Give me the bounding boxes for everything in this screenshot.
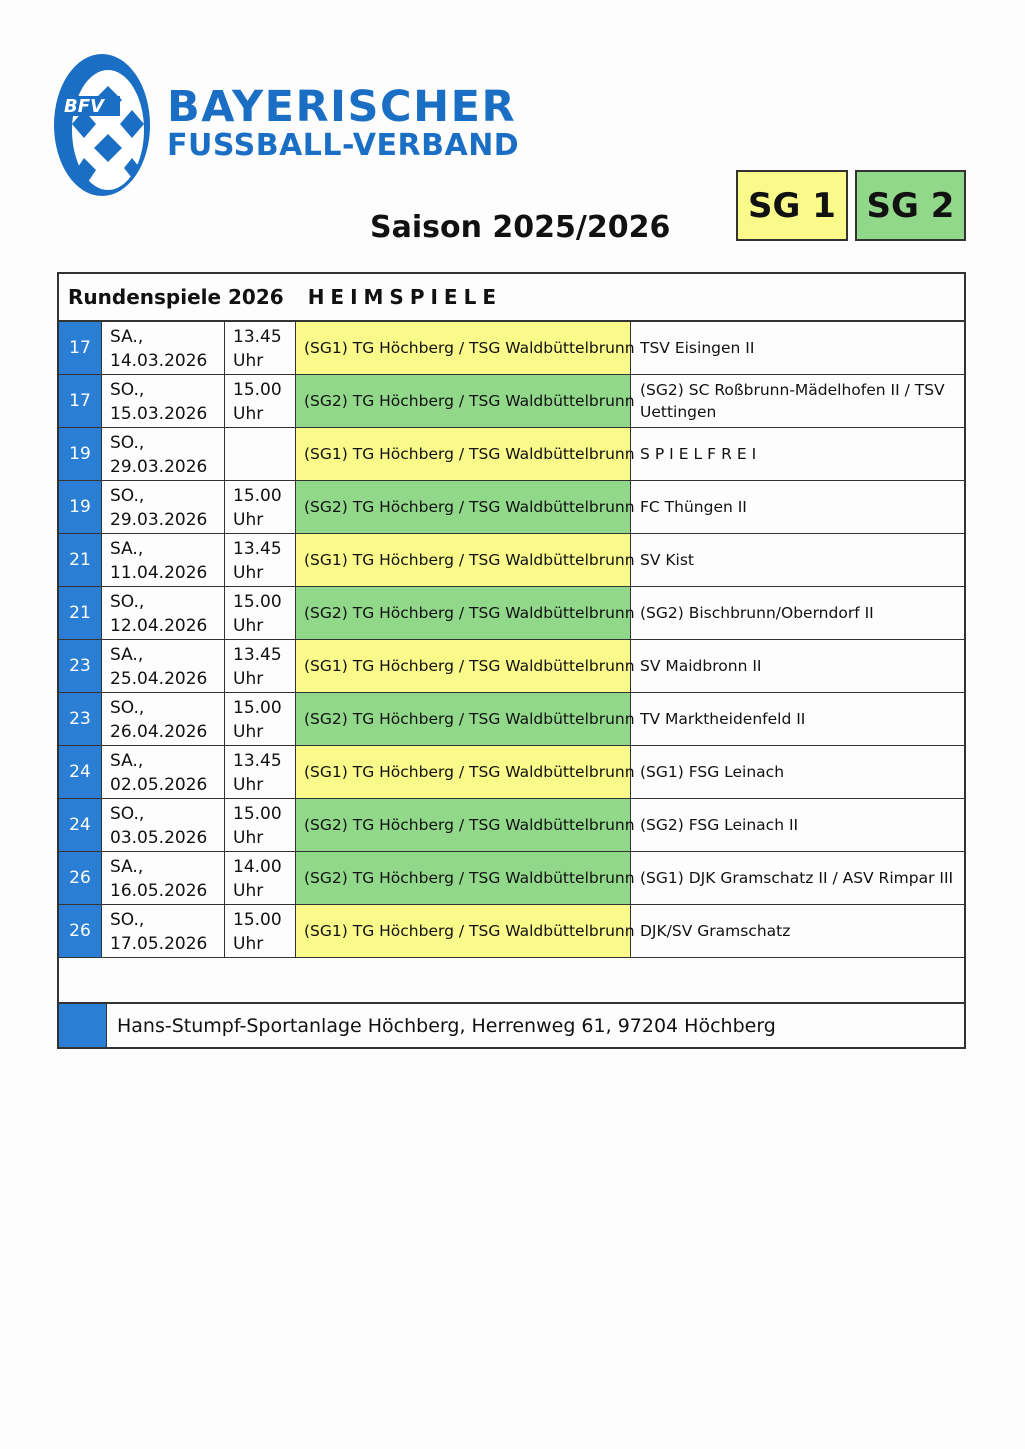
day-label: SA.,	[110, 751, 144, 771]
time-label: 15.00	[233, 486, 282, 506]
round-cell: 23	[59, 693, 102, 745]
time-cell	[225, 746, 296, 798]
home-team-cell: (SG1) TG Höchberg / TSG Waldbüttelbrunn	[296, 746, 631, 798]
away-team-cell: SV Kist	[640, 551, 694, 569]
date-label: 15.03.2026	[110, 404, 208, 424]
day-label: SA.,	[110, 857, 144, 877]
away-team-cell: (SG2) FSG Leinach II	[640, 816, 799, 834]
date-cell	[102, 428, 225, 480]
day-label: SA.,	[110, 539, 144, 559]
day-label: SA.,	[110, 327, 144, 347]
away-team-cell: TV Marktheidenfeld II	[640, 710, 806, 728]
home-team-cell: (SG2) TG Höchberg / TSG Waldbüttelbrunn	[296, 481, 631, 533]
round-cell: 23	[59, 640, 102, 692]
away-team-cell: (SG1) FSG Leinach	[640, 763, 785, 781]
date-cell	[102, 322, 225, 374]
table-row	[59, 799, 964, 852]
time-label: 15.00	[233, 804, 282, 824]
round-cell: 19	[59, 428, 102, 480]
time-cell	[225, 693, 296, 745]
date-cell	[102, 852, 225, 904]
venue-marker	[59, 1004, 107, 1047]
date-label: 29.03.2026	[110, 457, 208, 477]
away-team-cell: (SG2) SC Roßbrunn-Mädelhofen II / TSV Uettingen	[640, 381, 945, 421]
table-row	[59, 852, 964, 905]
time-cell	[225, 428, 296, 480]
date-label: 02.05.2026	[110, 775, 208, 795]
schedule-table	[57, 272, 966, 1049]
day-label: SA.,	[110, 645, 144, 665]
sg2-badge: SG 2	[855, 170, 966, 241]
brand-line-2: FUSSBALL-VERBAND	[167, 128, 520, 163]
round-cell: 24	[59, 746, 102, 798]
round-cell: 24	[59, 799, 102, 851]
home-team-cell: (SG1) TG Höchberg / TSG Waldbüttelbrunn	[296, 905, 631, 957]
home-team-cell: (SG2) TG Höchberg / TSG Waldbüttelbrunn	[296, 587, 631, 639]
table-row	[59, 693, 964, 746]
time-cell	[225, 640, 296, 692]
time-label: 13.45	[233, 645, 282, 665]
date-cell	[102, 799, 225, 851]
time-unit: Uhr	[233, 881, 264, 901]
table-row	[59, 905, 964, 958]
date-label: 17.05.2026	[110, 934, 208, 954]
date-label: 26.04.2026	[110, 722, 208, 742]
time-label: 15.00	[233, 910, 282, 930]
day-label: SO.,	[110, 698, 145, 718]
date-cell	[102, 534, 225, 586]
time-unit: Uhr	[233, 828, 264, 848]
time-unit: Uhr	[233, 510, 264, 530]
table-subtitle: HEIMSPIELE	[307, 285, 503, 309]
away-team-cell: TSV Eisingen II	[640, 339, 755, 357]
table-row	[59, 375, 964, 428]
away-team-cell: (SG1) DJK Gramschatz II / ASV Rimpar III	[640, 869, 954, 887]
time-unit: Uhr	[233, 563, 264, 583]
date-label: 12.04.2026	[110, 616, 208, 636]
day-label: SO.,	[110, 910, 145, 930]
time-cell	[225, 852, 296, 904]
time-cell	[225, 375, 296, 427]
time-cell	[225, 587, 296, 639]
time-label: 15.00	[233, 698, 282, 718]
time-label: 15.00	[233, 380, 282, 400]
time-label: 15.00	[233, 592, 282, 612]
round-cell: 17	[59, 375, 102, 427]
day-label: SO.,	[110, 592, 145, 612]
home-team-cell: (SG1) TG Höchberg / TSG Waldbüttelbrunn	[296, 640, 631, 692]
time-label: 13.45	[233, 539, 282, 559]
home-team-cell: (SG1) TG Höchberg / TSG Waldbüttelbrunn	[296, 428, 631, 480]
round-cell: 21	[59, 534, 102, 586]
date-label: 14.03.2026	[110, 351, 208, 371]
day-label: SO.,	[110, 486, 145, 506]
sg1-badge: SG 1	[736, 170, 848, 241]
date-label: 16.05.2026	[110, 881, 208, 901]
home-team-cell: (SG1) TG Höchberg / TSG Waldbüttelbrunn	[296, 322, 631, 374]
date-label: 03.05.2026	[110, 828, 208, 848]
table-title: Rundenspiele 2026	[68, 285, 284, 309]
day-label: SO.,	[110, 380, 145, 400]
away-team-cell: SPIELFREI	[640, 445, 762, 463]
day-label: SO.,	[110, 804, 145, 824]
table-row	[59, 428, 964, 481]
table-body	[59, 322, 964, 958]
home-team-cell: (SG2) TG Höchberg / TSG Waldbüttelbrunn	[296, 375, 631, 427]
home-team-cell: (SG1) TG Höchberg / TSG Waldbüttelbrunn	[296, 534, 631, 586]
date-cell	[102, 746, 225, 798]
time-label: 14.00	[233, 857, 282, 877]
bfv-logo	[52, 52, 152, 202]
away-team-cell: (SG2) Bischbrunn/Oberndorf II	[640, 604, 874, 622]
time-unit: Uhr	[233, 616, 264, 636]
day-label: SO.,	[110, 433, 145, 453]
time-label: 13.45	[233, 327, 282, 347]
away-team-cell: DJK/SV Gramschatz	[640, 922, 791, 940]
round-cell: 17	[59, 322, 102, 374]
round-cell: 26	[59, 852, 102, 904]
blank-row	[59, 958, 964, 1004]
logo-text: BFV	[64, 96, 104, 117]
away-team-cell: FC Thüngen II	[640, 498, 747, 516]
date-label: 29.03.2026	[110, 510, 208, 530]
time-label: 13.45	[233, 751, 282, 771]
table-row	[59, 746, 964, 799]
date-cell	[102, 587, 225, 639]
round-cell: 26	[59, 905, 102, 957]
time-unit: Uhr	[233, 934, 264, 954]
table-row	[59, 534, 964, 587]
time-cell	[225, 905, 296, 957]
time-unit: Uhr	[233, 404, 264, 424]
time-unit: Uhr	[233, 722, 264, 742]
time-cell	[225, 481, 296, 533]
time-cell	[225, 322, 296, 374]
table-row	[59, 322, 964, 375]
date-cell	[102, 481, 225, 533]
time-cell	[225, 799, 296, 851]
date-cell	[102, 905, 225, 957]
brand-line-1: BAYERISCHER	[167, 82, 517, 132]
date-label: 25.04.2026	[110, 669, 208, 689]
venue-text: Hans-Stumpf-Sportanlage Höchberg, Herrenweg 61, 97204 Höchberg	[117, 1014, 776, 1037]
season-title: Saison 2025/2026	[370, 210, 671, 245]
time-unit: Uhr	[233, 351, 264, 371]
date-cell	[102, 640, 225, 692]
home-team-cell: (SG2) TG Höchberg / TSG Waldbüttelbrunn	[296, 693, 631, 745]
date-cell	[102, 375, 225, 427]
time-unit: Uhr	[233, 669, 264, 689]
round-cell: 21	[59, 587, 102, 639]
table-row	[59, 587, 964, 640]
venue-row	[59, 1004, 964, 1047]
time-unit: Uhr	[233, 775, 264, 795]
time-cell	[225, 534, 296, 586]
date-label: 11.04.2026	[110, 563, 208, 583]
home-team-cell: (SG2) TG Höchberg / TSG Waldbüttelbrunn	[296, 852, 631, 904]
table-row	[59, 481, 964, 534]
table-row	[59, 640, 964, 693]
date-cell	[102, 693, 225, 745]
away-team-cell: SV Maidbronn II	[640, 657, 762, 675]
home-team-cell: (SG2) TG Höchberg / TSG Waldbüttelbrunn	[296, 799, 631, 851]
round-cell: 19	[59, 481, 102, 533]
table-header	[59, 274, 964, 322]
